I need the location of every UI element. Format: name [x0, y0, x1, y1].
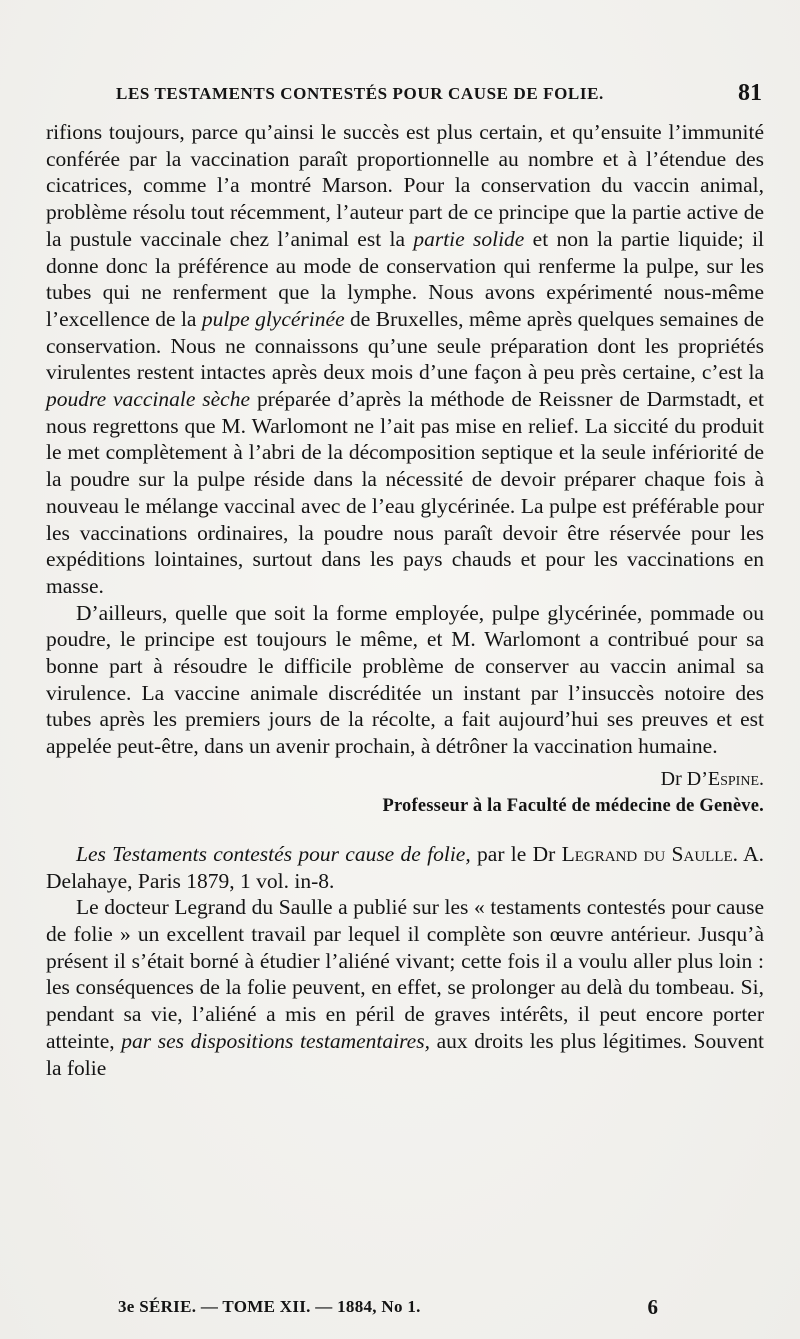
italic-phrase: par ses dispositions testamentaires, — [121, 1028, 430, 1053]
paragraph-vaccine — [46, 119, 764, 600]
review-publication: A. Delahaye, Paris 1879, 1 vol. in-8. — [46, 841, 765, 893]
page-number: 81 — [738, 80, 762, 106]
series-info: 3e SÉRIE. — TOME XII. — 1884, No 1. — [118, 1297, 421, 1316]
paragraph-text: de Bruxelles, même après quelques semaines de conservation. Nous ne connaissons qu’une seule préparation dont les propriétés virulentes restent intactes après deux mois d’une façon à peu près certaine, c’est la — [46, 306, 765, 385]
review-by: par le — [477, 841, 527, 866]
paragraph-text: Le docteur Legrand du Saulle a publié sur les « testaments contestés pour cause de folie » un excellent travail par lequel il complète son œuvre antérieur. Jusqu’à présent il s’était borné à étudier l’aliéné vivant; cette fois il a voulu aller plus loin : les conséquences de la folie peuvent, en effet, se prolonger au delà du tombeau. Si, pendant sa vie, l’aliéné a mis en péril de graves intérêts, il peut encore porter atteinte, — [46, 895, 764, 1053]
review-signature — [46, 766, 764, 793]
signature-prefix: Dr — [660, 767, 682, 790]
signature-title: Professeur à la Faculté de médecine de Genève. — [382, 795, 764, 816]
italic-phrase: partie solide — [413, 226, 525, 251]
paragraph-text: rifions toujours, parce qu’ainsi le succès est plus certain, et qu’ensuite l’immunité conférée par la vaccination paraît proportionnelle au nombre et à l’étendue des cicatrices, comme l’a montré Marson. Pour la conservation du vaccin animal, problème résolu tout récemment, l’auteur part de ce principe que la partie active de la pustule vaccinale chez l’animal est la — [46, 120, 764, 251]
review-author: Legrand du Saulle. — [561, 841, 739, 866]
italic-phrase: poudre vaccinale sèche — [46, 387, 251, 412]
review-dr: Dr — [532, 841, 556, 866]
signature-mark: 6 — [647, 1295, 658, 1319]
paragraph-text: préparée d’après la méthode de Reissner de Darmstadt, et nous regrettons que M. Warlomont ne l’ait pas mise en relief. La siccité du produit le met complètement à l’abri de la décomposition septique et la seule infériorité de la poudre sur la pulpe réside dans la nécessité de devoir préparer chaque fois à nouveau le mélange vaccinal avec de l’eau glycérinée. La pulpe est préférable pour les vaccinations ordinaires, la poudre nous paraît devoir être réservée pour les expéditions lointaines, surtout dans les pays chauds et pour les vaccinations en masse. — [46, 387, 765, 598]
paragraph-conclusion: D’ailleurs, quelle que soit la forme employée, pulpe glycérinée, pommade ou poudre, le principe est toujours le même, et M. Warlomont a contribué pour sa bonne part à résoudre le difficile problème de conserver au vaccin animal sa virulence. La vaccine animale discréditée un instant par l’insuccès notoire des tubes après les premiers jours de la récolte, a fait aujourd’hui ses preuves et est appelée peut-être, dans un avenir prochain, à détrôner la vaccination humaine. — [46, 600, 764, 759]
paragraph-text: et non la partie liquide; il donne donc la préférence au mode de conservation qui renferme la pulpe, sur les tubes qui ne renferment que la lymphe. Nous avons expérimenté nous-même l’excellence de la — [46, 226, 765, 331]
paragraph-text: aux droits les plus légitimes. Souvent la folie — [46, 1028, 764, 1080]
running-title: LES TESTAMENTS CONTESTÉS POUR CAUSE DE FOLIE. — [116, 84, 604, 103]
review-heading — [46, 841, 764, 894]
paragraph-review — [46, 894, 764, 1081]
signature-name: D’Espine. — [686, 767, 764, 790]
review-title: Les Testaments contestés pour cause de folie, — [76, 841, 471, 866]
page-body — [46, 119, 764, 1081]
page-header — [50, 80, 762, 114]
italic-phrase: pulpe glycérinée — [201, 306, 345, 331]
page-footer — [118, 1295, 658, 1325]
